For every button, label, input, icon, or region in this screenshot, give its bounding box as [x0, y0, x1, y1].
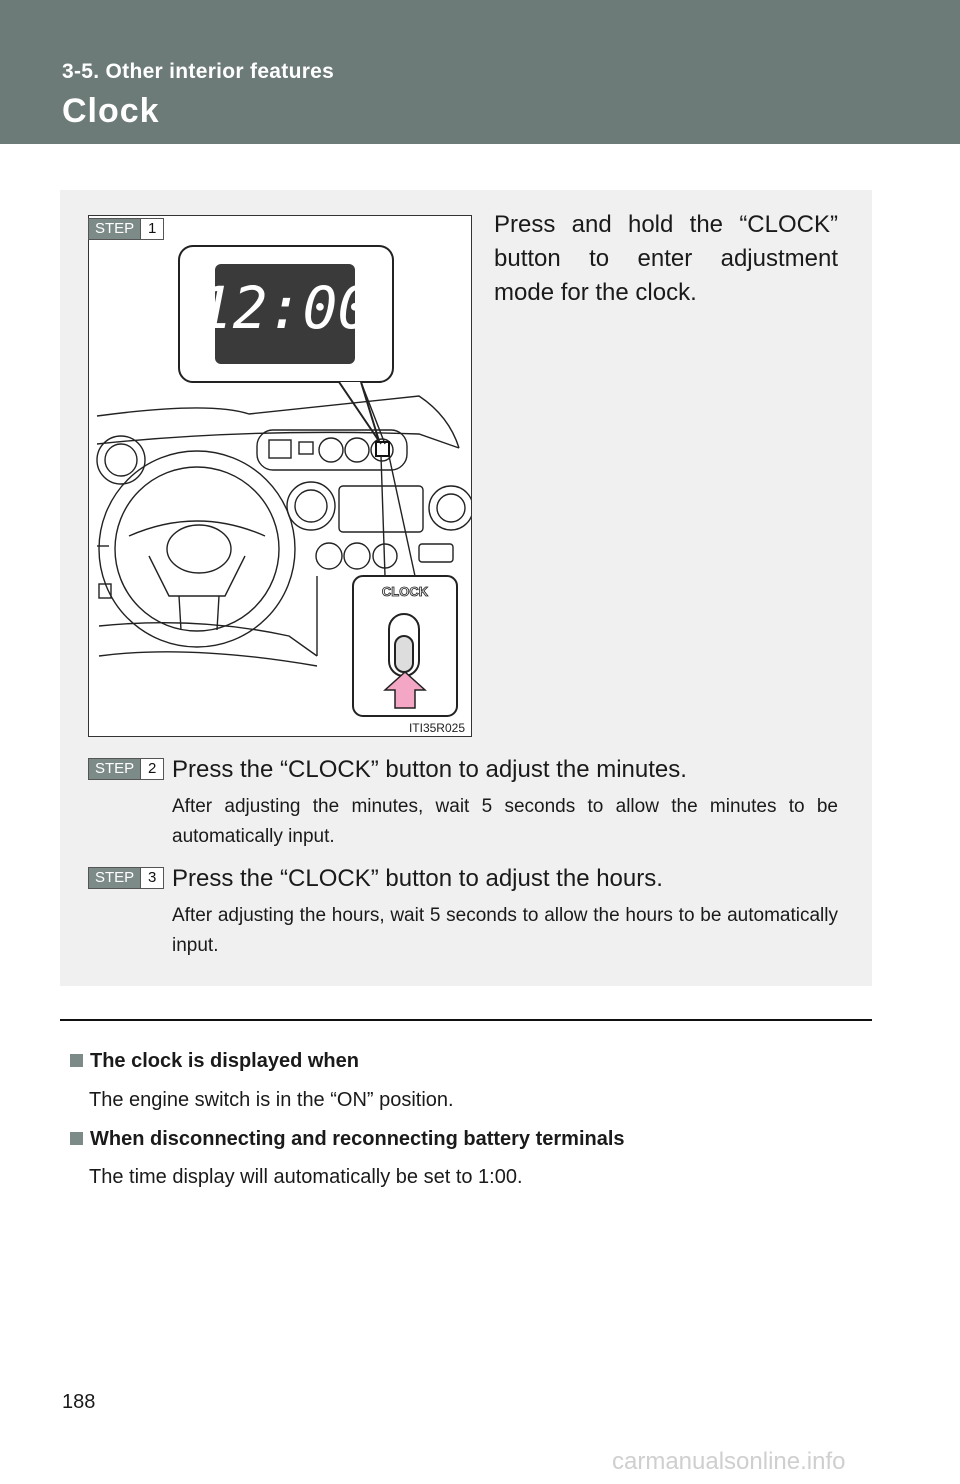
square-bullet-icon — [70, 1132, 83, 1145]
step-2-text: Press the “CLOCK” button to adjust the minutes. — [172, 756, 687, 783]
step-2-badge: STEP 2 — [88, 758, 164, 780]
step-3-note: After adjusting the hours, wait 5 seconds to allow the hours to be automatically input. — [172, 905, 838, 956]
divider — [60, 1019, 872, 1021]
figure-code: ITI35R025 — [408, 721, 465, 735]
clock-display-time: 12:00 — [197, 274, 373, 342]
step-2-note: After adjusting the minutes, wait 5 seconds to allow the minutes to be automatically input. — [172, 796, 838, 847]
step-1-text: Press and hold the “CLOCK” button to enter adjustment mode for the clock. — [494, 211, 838, 306]
info-heading-1: The clock is displayed when — [70, 1050, 359, 1073]
info-body-2: The time display will automatically be set to 1:00. — [89, 1166, 523, 1188]
info-heading-2: When disconnecting and reconnecting battery terminals — [70, 1128, 625, 1151]
section-label: 3-5. Other interior features — [62, 60, 335, 83]
dashboard-illustration — [88, 215, 472, 737]
step-1-badge: STEP 1 — [88, 218, 164, 240]
dashboard-drawing — [89, 216, 472, 737]
step-3-text: Press the “CLOCK” button to adjust the hours. — [172, 865, 663, 892]
header-bar — [0, 0, 960, 144]
step-3-badge: STEP 3 — [88, 867, 164, 889]
page-number: 188 — [62, 1391, 96, 1413]
watermark: carmanualsonline.info — [612, 1448, 846, 1475]
clock-button-label: CLOCK — [381, 584, 429, 599]
info-body-1: The engine switch is in the “ON” position. — [89, 1089, 454, 1111]
square-bullet-icon — [70, 1054, 83, 1067]
page-title: Clock — [62, 92, 160, 130]
